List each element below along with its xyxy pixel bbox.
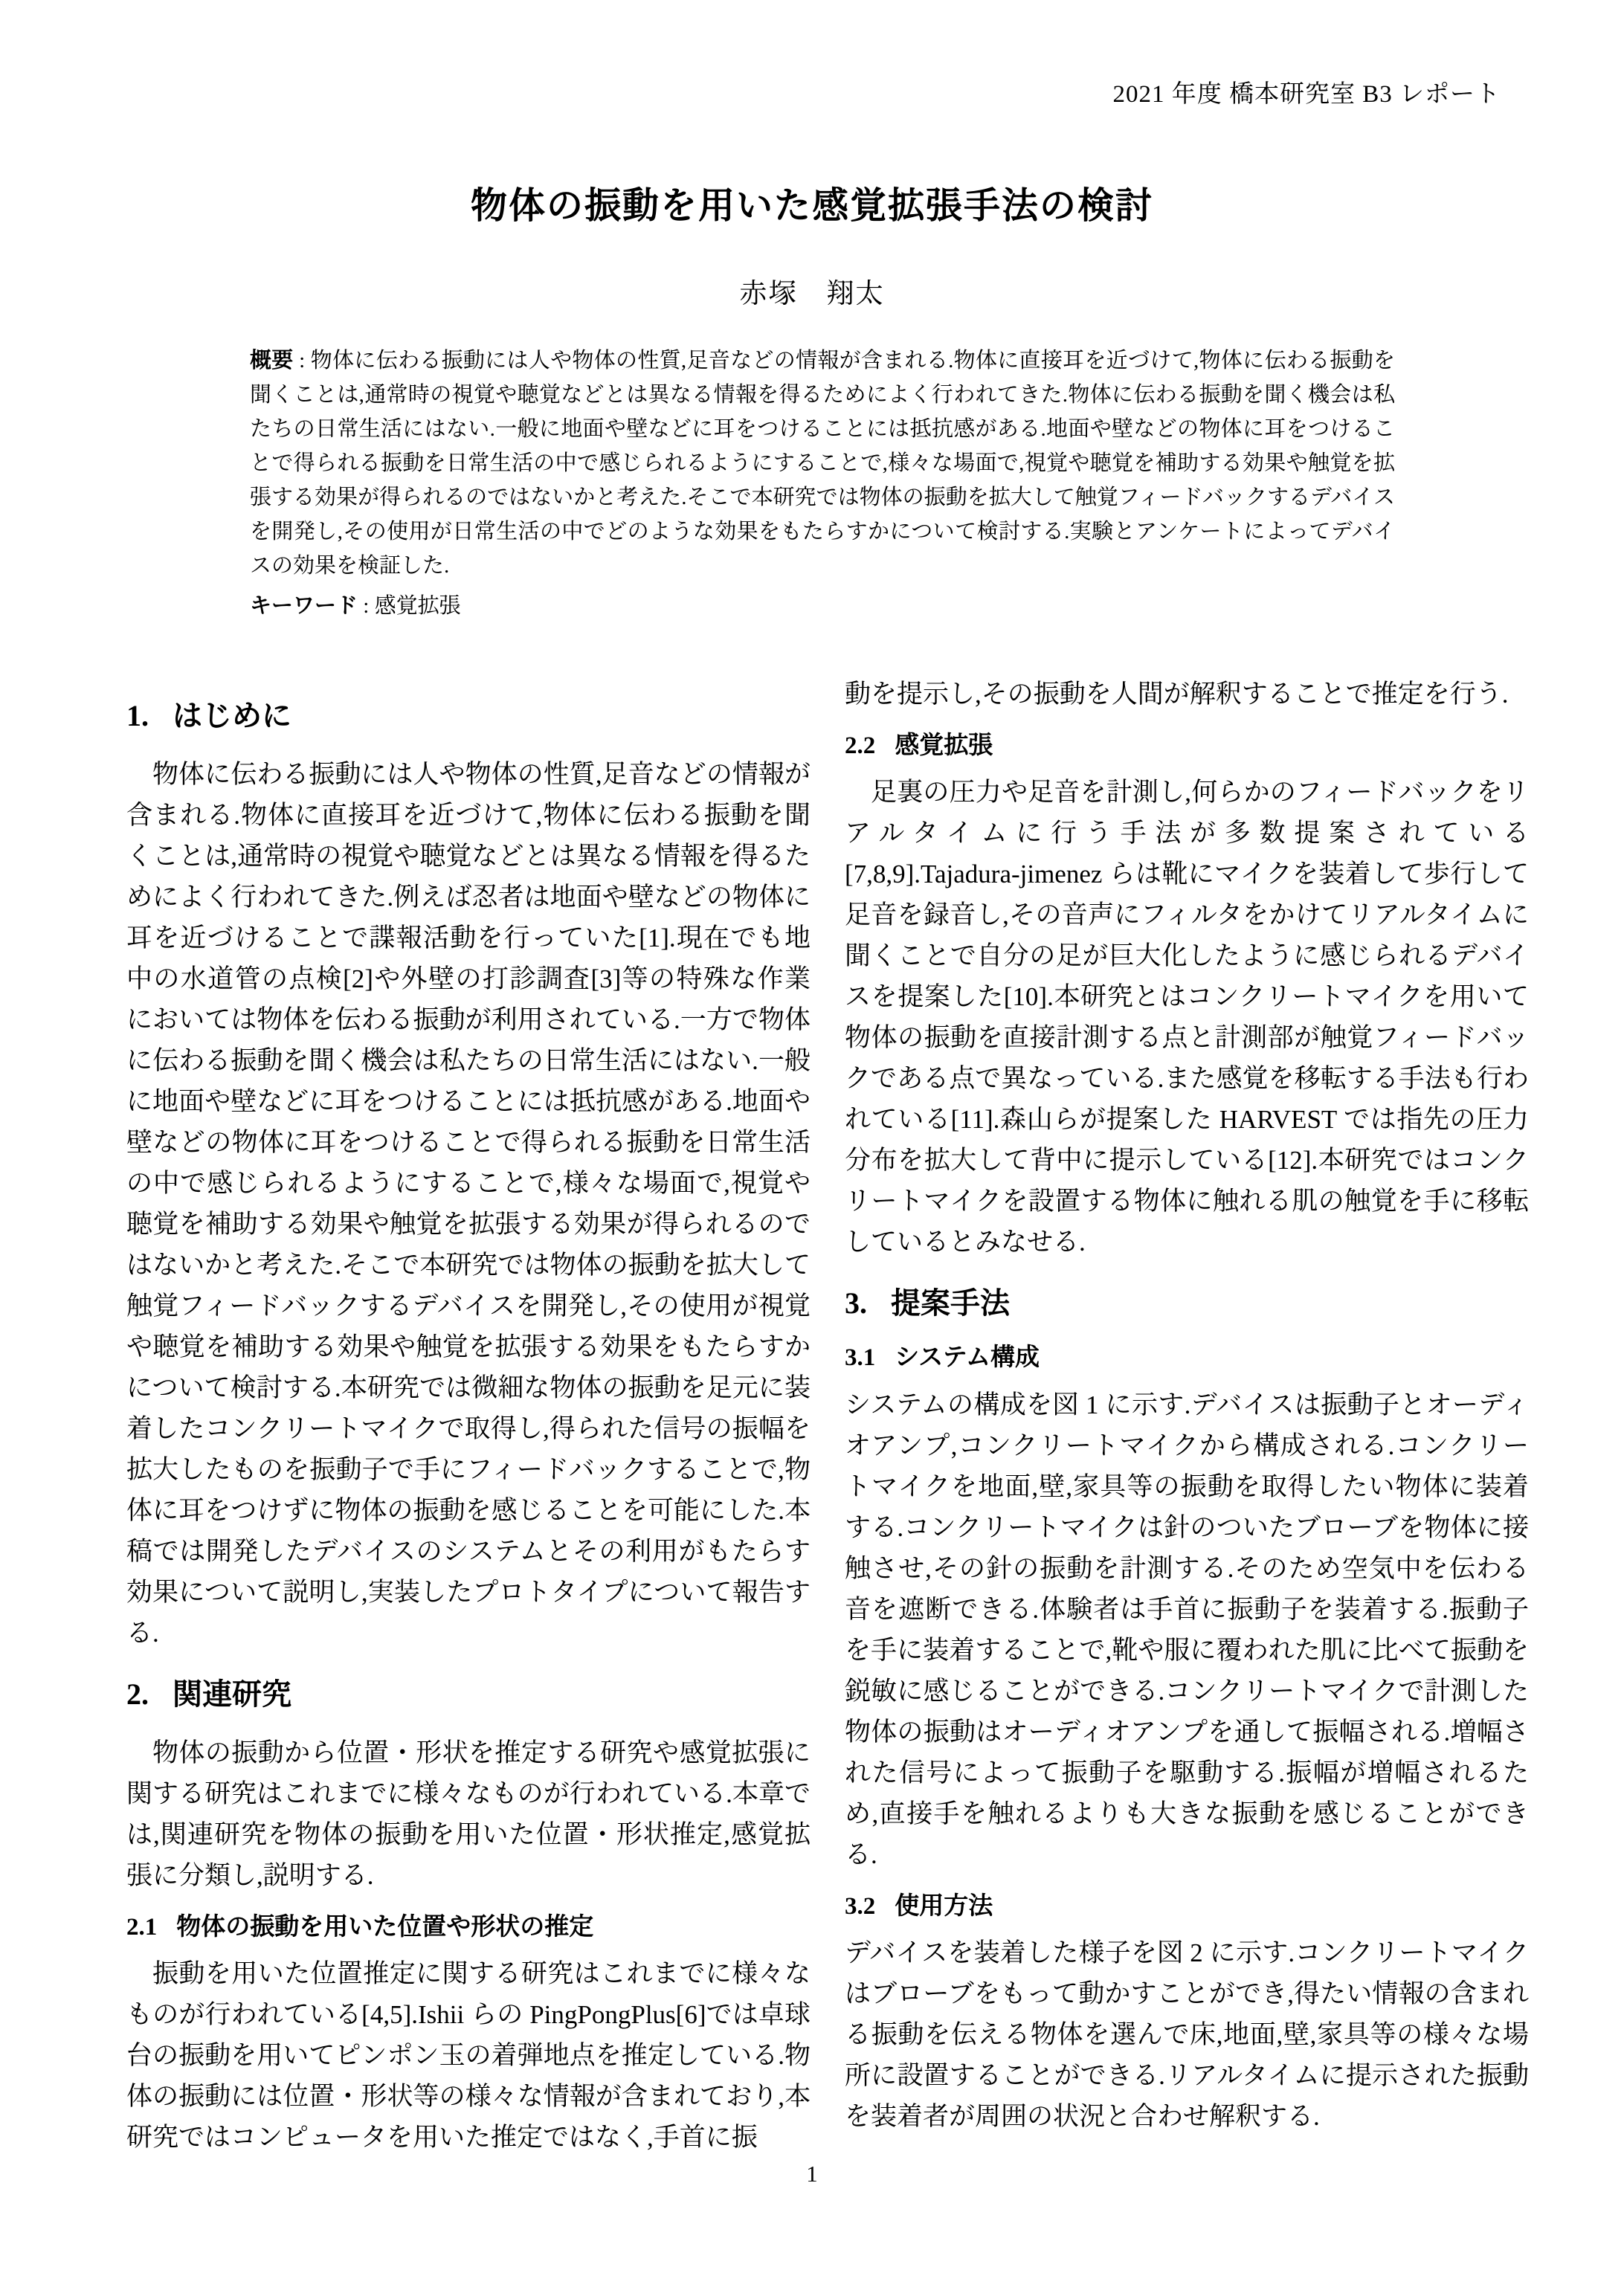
subsection-title: 感覚拡張: [895, 731, 993, 758]
subsection-title: システム構成: [895, 1343, 1040, 1371]
paragraph-intro: 物体に伝わる振動には人や物体の性質,足音などの情報が含まれる.物体に直接耳を近づけて,物体に伝わる振動を聞くことは,通常時の視覚や聴覚などとは異なる情報を得るためによく行われてきた.例えば忍者は地面や壁などの物体に耳を近づけることで諜報活動を行っていた[1].現在でも地中の水道管の点検[2]や外壁の打診調査[3]等の特殊な作業においては物体を伝わる振動が利用されている.一方で物体に伝わる振動を聞く機会は私たちの日常生活にはない.一般に地面や壁などに耳をつけることには抵抗感がある.地面や壁などの物体に耳をつけることで得られる振動を日常生活の中で感じられるようにすることで,様々な場面で,視覚や聴覚を補助する効果や触覚を拡張する効果が得られるのではないかと考えた.そこで本研究では物体の振動を拡大して触覚フィードバックするデバイスを開発し,その使用が視覚や聴覚を補助する効果や触覚を拡張する効果をもたらすかについて検討する.本研究では微細な物体の振動を足元に装着したコンクリートマイクで取得し,得られた信号の振幅を拡大したものを振動子で手にフィードバックすることで,物体に耳をつけずに物体の振動を感じることを可能にした.本稿では開発したデバイスのシステムとその利用がもたらす効果について説明し,実装したプロトタイプについて報告する.: [126, 760, 811, 1648]
subsection-number: 3.2: [845, 1892, 876, 1920]
paragraph-position-estimation-continued: 動を提示し,その振動を人間が解釈することで推定を行う.: [845, 680, 1509, 709]
section-heading-related-work: [126, 1676, 811, 1713]
keywords-text: 感覚拡張: [374, 594, 461, 618]
subsection-title: 物体の振動を用いた位置や形状の推定: [176, 1912, 594, 1940]
abstract-separator: :: [293, 349, 311, 373]
author-name: 赤塚 翔太: [739, 279, 885, 309]
paragraph-usage: デバイスを装着した様子を図 2 に示す.コンクリートマイクはブローブをもって動かすことができ,得たい情報の含まれる振動を伝える物体を選んで床,地面,壁,家具等の様々な場所に設置することができる.リアルタイムに提示された振動を装着者が周囲の状況と合わせ解釈する.: [845, 1938, 1529, 2131]
subsection-heading-usage: [845, 1890, 1529, 1922]
right-column: [845, 674, 1529, 2137]
abstract: [250, 344, 1395, 583]
keywords: [250, 589, 1395, 623]
paragraph-position-estimation: 振動を用いた位置推定に関する研究はこれまでに様々なものが行われている[4,5].Ishii らの PingPongPlus[6]では卓球台の振動を用いてピンポン玉の着弾地点を推定している.物体の振動には位置・形状等の様々な情報が含まれており,本研究ではコンピュータを用いた推定ではなく,手首に振: [126, 1959, 811, 2152]
subsection-number: 2.1: [126, 1914, 158, 1941]
subsection-heading-system-configuration: [845, 1341, 1529, 1373]
subsection-heading-position-estimation: [126, 1911, 811, 1943]
section-title: 関連研究: [173, 1678, 291, 1711]
section-number: 3.: [845, 1286, 867, 1320]
subsection-title: 使用方法: [895, 1891, 993, 1919]
abstract-text: 物体に伝わる振動には人や物体の性質,足音などの情報が含まれる.物体に直接耳を近づけて,物体に伝わる振動を聞くことは,通常時の視覚や聴覚などとは異なる情報を得るためによく行われてきた.物体に伝わる振動を聞く機会は私たちの日常生活にはない.一般に地面や壁などに耳をつけることには抵抗感がある.地面や壁などの物体に耳をつけることで得られる振動を日常生活の中で感じられるようにすることで,様々な場面で,視覚や聴覚を補助する効果や触覚を拡張する効果が得られるのではないかと考えた.そこで本研究では物体の振動を拡大して触覚フィードバックするデバイスを開発し,その使用が日常生活の中でどのような効果をもたらすかについて検討する.実験とアンケートによってデバイスの効果を検証した.: [250, 349, 1395, 578]
left-column: [126, 674, 811, 2158]
keywords-label: キーワード: [250, 594, 358, 618]
abstract-label: 概要: [250, 349, 294, 373]
report-header: 2021 年度 橋本研究室 B3 レポート: [1112, 81, 1501, 108]
subsection-number: 2.2: [845, 732, 876, 759]
subsection-number: 3.1: [845, 1344, 876, 1372]
section-number: 2.: [126, 1677, 149, 1711]
section-heading-proposed-method: [845, 1285, 1529, 1322]
section-heading-intro: [126, 697, 811, 735]
section-title: はじめに: [173, 700, 291, 732]
page-number: 1: [806, 2161, 818, 2187]
keywords-separator: :: [358, 594, 375, 618]
paragraph-system-configuration: システムの構成を図 1 に示す.デバイスは振動子とオーディオアンプ,コンクリートマイクから構成される.コンクリートマイクを地面,壁,家具等の振動を取得したい物体に装着する.コンクリートマイクは針のついたブローブを物体に接触させ,その針の振動を計測する.そのため空気中を伝わる音を遮断できる.体験者は手首に振動子を装着する.振動子を手に装着することで,靴や服に覆われた肌に比べて振動を鋭敏に感じることができる.コンクリートマイクで計測した物体の振動はオーディオアンプを通して振幅される.増幅された信号によって振動子を駆動する.振幅が増幅されるため,直接手を触れるよりも大きな振動を感じることができる.: [845, 1390, 1529, 1869]
paragraph-related-work: 物体の振動から位置・形状を推定する研究や感覚拡張に関する研究はこれまでに様々なものが行われている.本章では,関連研究を物体の振動を用いた位置・形状推定,感覚拡張に分類し,説明する.: [126, 1738, 811, 1890]
paper-title: 物体の振動を用いた感覚拡張手法の検討: [470, 186, 1153, 226]
paragraph-sense-augmentation: 足裏の圧力や足音を計測し,何らかのフィードバックをリアルタイムに行う手法が多数提案されている[7,8,9].Tajadura-jimenez らは靴にマイクを装着して歩行して足音を録音し,その音声にフィルタをかけてリアルタイムに聞くことで自分の足が巨大化したように感じられるデバイスを提案した[10].本研究とはコンクリートマイクを用いて物体の振動を直接計測する点と計測部が触覚フィードバックである点で異なっている.また感覚を移転する手法も行われている[11].森山らが提案した HARVEST では指先の圧力分布を拡大して背中に提示している[12].本研究ではコンクリートマイクを設置する物体に触れる肌の触覚を手に移転しているとみなせる.: [845, 778, 1529, 1257]
subsection-heading-sense-augmentation: [845, 729, 1529, 761]
section-number: 1.: [126, 699, 149, 732]
section-title: 提案手法: [891, 1287, 1010, 1320]
